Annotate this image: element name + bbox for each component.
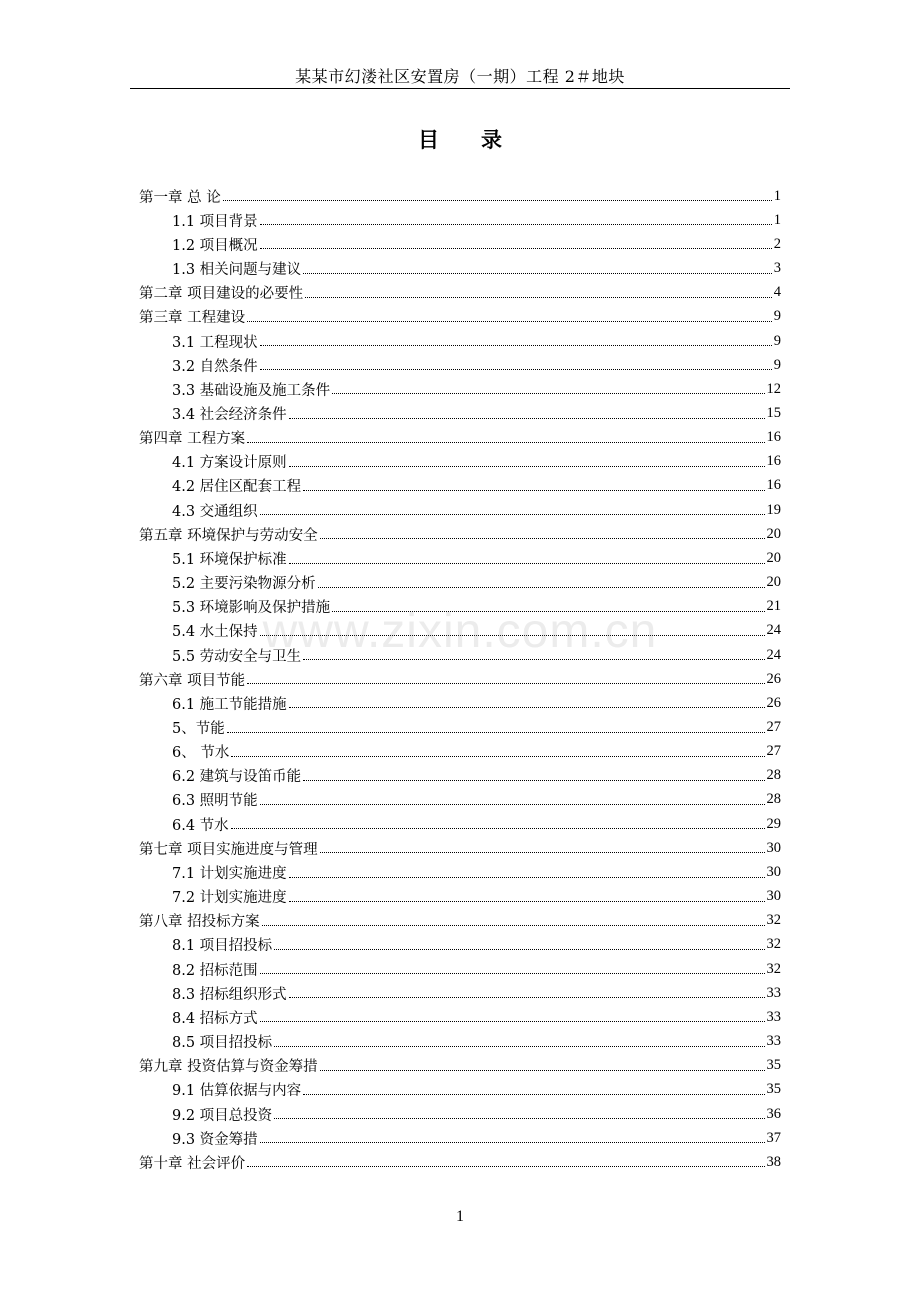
toc-entry[interactable] <box>139 1078 781 1102</box>
toc-entry[interactable] <box>139 643 781 667</box>
toc-dot-leader <box>247 682 764 684</box>
toc-entry-page: 15 <box>766 404 781 421</box>
toc-dot-leader <box>289 465 765 467</box>
toc-entry-label: 1.1 项目背景 <box>172 213 258 230</box>
toc-entry[interactable] <box>139 474 781 498</box>
toc-entry-label: 第九章 投资估算与资金筹措 <box>139 1059 318 1076</box>
toc-entry-page: 24 <box>766 646 781 663</box>
toc-entry[interactable] <box>139 353 781 377</box>
toc-entry[interactable] <box>139 595 781 619</box>
toc-entry[interactable] <box>139 208 781 232</box>
toc-entry-label: 4.2 居住区配套工程 <box>172 479 302 496</box>
toc-entry[interactable] <box>139 1054 781 1078</box>
toc-entry-label: 8.4 招标方式 <box>172 1010 258 1027</box>
toc-entry-page: 26 <box>766 670 781 687</box>
toc-dot-leader <box>303 272 772 274</box>
toc-entry-page: 36 <box>766 1105 781 1122</box>
toc-entry-page: 27 <box>766 719 781 736</box>
toc-entry[interactable] <box>139 377 781 401</box>
toc-entry[interactable] <box>139 546 781 570</box>
toc-entry[interactable] <box>139 715 781 739</box>
toc-entry-label: 9.1 估算依据与内容 <box>172 1083 302 1100</box>
toc-entry-page: 24 <box>766 622 781 639</box>
toc-entry[interactable] <box>139 860 781 884</box>
toc-entry[interactable] <box>139 619 781 643</box>
toc-entry-page: 20 <box>766 549 781 566</box>
toc-dot-leader <box>289 562 765 564</box>
toc-entry[interactable] <box>139 788 781 812</box>
toc-entry-page: 4 <box>773 284 781 301</box>
toc-entry[interactable] <box>139 450 781 474</box>
toc-entry-label: 6.1 施工节能措施 <box>172 696 287 713</box>
toc-dot-leader <box>260 513 765 515</box>
table-of-contents <box>139 184 781 1174</box>
toc-dot-leader <box>231 755 764 757</box>
toc-dot-leader <box>260 803 765 805</box>
toc-dot-leader <box>320 1069 765 1071</box>
toc-entry-page: 20 <box>766 574 781 591</box>
toc-entry-page: 30 <box>766 888 781 905</box>
toc-dot-leader <box>289 900 765 902</box>
toc-entry-label: 5.1 环境保护标准 <box>172 551 287 568</box>
toc-entry-label: 3.4 社会经济条件 <box>172 406 287 423</box>
toc-entry-page: 20 <box>766 525 781 542</box>
toc-entry-label: 8.3 招标组织形式 <box>172 986 287 1003</box>
toc-entry[interactable] <box>139 1150 781 1174</box>
toc-entry[interactable] <box>139 836 781 860</box>
toc-dot-leader <box>320 537 765 539</box>
toc-entry-page: 33 <box>766 984 781 1001</box>
toc-entry[interactable] <box>139 933 781 957</box>
running-header: 某某市幻溇社区安置房（一期）工程 2＃地块 <box>295 67 625 86</box>
toc-entry-label: 6.3 照明节能 <box>172 793 258 810</box>
toc-dot-leader <box>289 996 765 998</box>
toc-dot-leader <box>260 223 772 225</box>
toc-entry-page: 37 <box>766 1129 781 1146</box>
toc-entry[interactable] <box>139 909 781 933</box>
toc-entry-page: 12 <box>766 380 781 397</box>
toc-entry-label: 7.2 计划实施进度 <box>172 890 287 907</box>
toc-entry-page: 32 <box>766 936 781 953</box>
toc-entry[interactable] <box>139 812 781 836</box>
toc-entry[interactable] <box>139 426 781 450</box>
toc-entry[interactable] <box>139 691 781 715</box>
toc-entry[interactable] <box>139 667 781 691</box>
toc-title: 目 录 <box>418 127 502 152</box>
toc-entry-label: 第二章 项目建设的必要性 <box>139 286 304 303</box>
toc-dot-leader <box>227 731 765 733</box>
toc-dot-leader <box>303 779 764 781</box>
toc-dot-leader <box>303 1093 764 1095</box>
toc-entry[interactable] <box>139 1102 781 1126</box>
toc-dot-leader <box>305 296 772 298</box>
toc-dot-leader <box>262 924 765 926</box>
toc-entry-label: 第八章 招投标方案 <box>139 914 260 931</box>
toc-entry-label: 8.1 项目招投标 <box>172 938 273 955</box>
toc-entry-page: 3 <box>773 260 781 277</box>
toc-entry-page: 21 <box>766 598 781 615</box>
toc-dot-leader <box>260 247 772 249</box>
toc-entry-page: 27 <box>766 743 781 760</box>
toc-entry-label: 1.3 相关问题与建议 <box>172 262 302 279</box>
toc-entry[interactable] <box>139 764 781 788</box>
toc-entry[interactable] <box>139 1126 781 1150</box>
toc-entry-page: 2 <box>773 235 781 252</box>
toc-entry[interactable] <box>139 232 781 256</box>
toc-entry-label: 9.2 项目总投资 <box>172 1107 273 1124</box>
toc-entry-label: 第六章 项目节能 <box>139 672 246 689</box>
toc-entry-label: 第一章 总 论 <box>139 189 221 206</box>
toc-dot-leader <box>274 1045 764 1047</box>
toc-entry[interactable] <box>139 256 781 280</box>
toc-entry-page: 9 <box>773 332 781 349</box>
toc-entry-page: 1 <box>773 211 781 228</box>
toc-entry-label: 3.1 工程现状 <box>172 334 258 351</box>
watermark: www.zixin.com.cn <box>262 605 658 658</box>
toc-dot-leader <box>247 320 772 322</box>
toc-entry[interactable] <box>139 329 781 353</box>
toc-entry[interactable] <box>139 401 781 425</box>
toc-entry-label: 6.2 建筑与设笛币能 <box>172 769 302 786</box>
toc-entry-label: 1.2 项目概况 <box>172 237 258 254</box>
toc-dot-leader <box>260 344 772 346</box>
toc-entry-page: 16 <box>766 429 781 446</box>
toc-entry-label: 5.4 水土保持 <box>172 624 258 641</box>
toc-entry[interactable] <box>139 522 781 546</box>
toc-entry[interactable] <box>139 885 781 909</box>
toc-entry-label: 4.3 交通组织 <box>172 503 258 520</box>
toc-entry-label: 9.3 资金筹措 <box>172 1131 258 1148</box>
toc-entry-label: 8.5 项目招投标 <box>172 1035 273 1052</box>
toc-entry[interactable] <box>139 305 781 329</box>
toc-dot-leader <box>318 586 765 588</box>
toc-entry-page: 32 <box>766 912 781 929</box>
toc-entry-page: 26 <box>766 694 781 711</box>
toc-entry-page: 9 <box>773 356 781 373</box>
toc-entry-page: 38 <box>766 1153 781 1170</box>
toc-entry-page: 32 <box>766 960 781 977</box>
toc-dot-leader <box>260 368 772 370</box>
toc-entry-label: 6.4 节水 <box>172 817 229 834</box>
toc-entry[interactable] <box>139 957 781 981</box>
toc-dot-leader <box>260 972 765 974</box>
toc-dot-leader <box>247 1165 764 1167</box>
toc-entry-label: 6、 节水 <box>172 745 230 762</box>
toc-entry[interactable] <box>139 740 781 764</box>
toc-entry-label: 3.2 自然条件 <box>172 358 258 375</box>
toc-entry[interactable] <box>139 281 781 305</box>
toc-entry-page: 29 <box>766 815 781 832</box>
toc-entry-label: 8.2 招标范围 <box>172 962 258 979</box>
toc-entry-page: 9 <box>773 308 781 325</box>
toc-entry-label: 5.3 环境影响及保护措施 <box>172 600 331 617</box>
toc-dot-leader <box>303 489 764 491</box>
toc-entry-label: 第四章 工程方案 <box>139 431 246 448</box>
header-rule <box>130 88 790 89</box>
toc-entry-page: 33 <box>766 1033 781 1050</box>
toc-dot-leader <box>332 392 764 394</box>
toc-entry-label: 4.1 方案设计原则 <box>172 455 287 472</box>
toc-entry[interactable] <box>139 184 781 208</box>
toc-entry-label: 5.5 劳动安全与卫生 <box>172 648 302 665</box>
toc-dot-leader <box>274 1117 764 1119</box>
toc-dot-leader <box>247 441 764 443</box>
toc-dot-leader <box>289 876 765 878</box>
toc-entry-label: 第十章 社会评价 <box>139 1155 246 1172</box>
toc-entry[interactable] <box>139 1005 781 1029</box>
page-number: 1 <box>456 1208 464 1225</box>
toc-dot-leader <box>289 417 765 419</box>
toc-entry[interactable] <box>139 1029 781 1053</box>
toc-entry-label: 第三章 工程建设 <box>139 310 246 327</box>
toc-entry-label: 第七章 项目实施进度与管理 <box>139 841 318 858</box>
toc-entry-label: 3.3 基础设施及施工条件 <box>172 382 331 399</box>
toc-entry-label: 7.1 计划实施进度 <box>172 865 287 882</box>
toc-dot-leader <box>260 1141 765 1143</box>
toc-entry-page: 16 <box>766 477 781 494</box>
toc-dot-leader <box>223 199 772 201</box>
toc-entry-page: 19 <box>766 501 781 518</box>
toc-entry-page: 16 <box>766 453 781 470</box>
toc-entry-page: 35 <box>766 1081 781 1098</box>
toc-entry-label: 5.2 主要污染物源分析 <box>172 576 316 593</box>
toc-dot-leader <box>289 706 765 708</box>
toc-entry-page: 28 <box>766 791 781 808</box>
toc-dot-leader <box>303 658 764 660</box>
toc-dot-leader <box>274 948 764 950</box>
toc-entry[interactable] <box>139 981 781 1005</box>
toc-dot-leader <box>320 851 765 853</box>
toc-entry-page: 1 <box>773 187 781 204</box>
toc-entry-page: 33 <box>766 1008 781 1025</box>
toc-entry-page: 30 <box>766 839 781 856</box>
toc-entry-label: 5、节能 <box>172 721 225 738</box>
toc-entry[interactable] <box>139 571 781 595</box>
toc-entry-page: 35 <box>766 1057 781 1074</box>
toc-dot-leader <box>260 1020 765 1022</box>
toc-entry[interactable] <box>139 498 781 522</box>
toc-dot-leader <box>231 827 765 829</box>
toc-entry-page: 28 <box>766 767 781 784</box>
toc-dot-leader <box>260 634 765 636</box>
toc-entry-label: 第五章 环境保护与劳动安全 <box>139 527 318 544</box>
toc-entry-page: 30 <box>766 863 781 880</box>
toc-dot-leader <box>332 610 764 612</box>
